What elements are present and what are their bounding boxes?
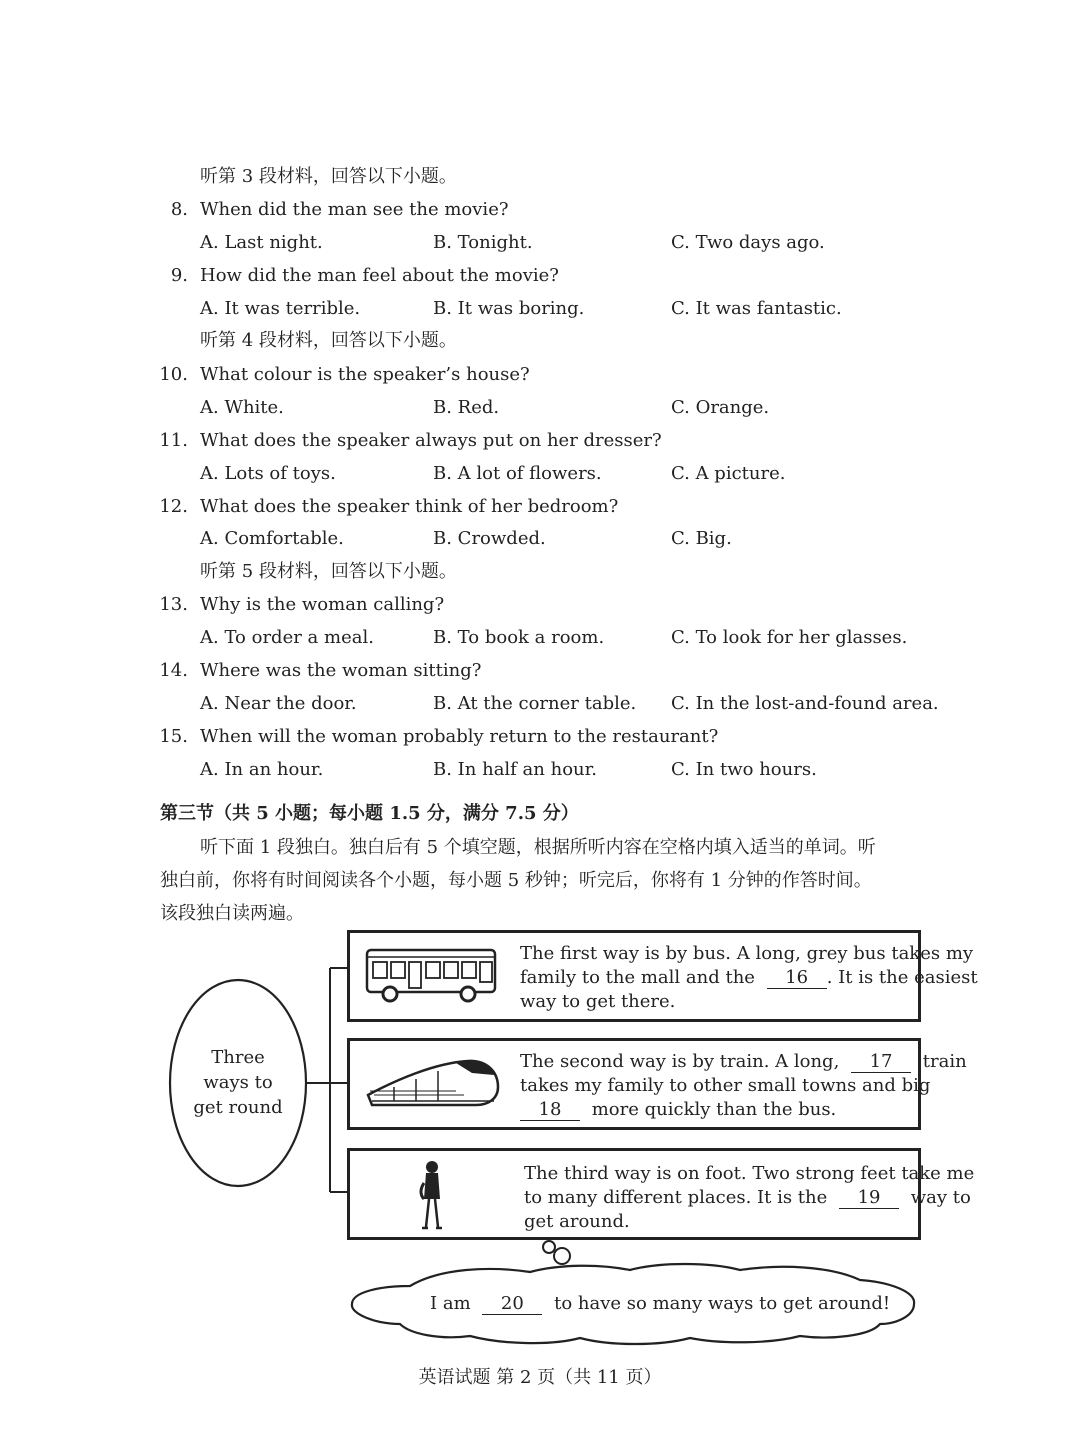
option-b: B. At the corner table. <box>433 693 637 714</box>
option-c: C. In two hours. <box>671 759 817 780</box>
box-text-line: get around. <box>524 1211 630 1232</box>
instruction-line: 该段独白读两遍。 <box>160 903 304 924</box>
question-text: Why is the woman calling? <box>200 594 445 615</box>
blank-20[interactable]: 20 <box>482 1294 542 1315</box>
instruction-line: 听下面 1 段独白。独白后有 5 个填空题，根据所听内容在空格内填入适当的单词。听 <box>200 837 876 858</box>
option-a: A. To order a meal. <box>200 627 374 648</box>
blank-19[interactable]: 19 <box>839 1188 899 1209</box>
question-number: 9. <box>170 265 188 286</box>
question-number: 12. <box>159 496 188 517</box>
passage-4-header: 听第 4 段材料，回答以下小题。 <box>200 330 457 351</box>
option-b: B. It was boring. <box>433 298 585 319</box>
cloud-sentence <box>430 1292 890 1316</box>
center-line: ways to <box>203 1072 273 1093</box>
passage-3-header: 听第 3 段材料，回答以下小题。 <box>200 166 457 187</box>
option-b: B. In half an hour. <box>433 759 597 780</box>
question-text: Where was the woman sitting? <box>200 660 482 681</box>
option-c: C. It was fantastic. <box>671 298 842 319</box>
box-text-line: takes my family to other small towns and big <box>520 1075 931 1096</box>
option-b: B. To book a room. <box>433 627 605 648</box>
box-text-line: The third way is on foot. Two strong feet take me <box>524 1163 975 1184</box>
question-text: When will the woman probably return to the restaurant? <box>200 726 719 747</box>
option-a: A. In an hour. <box>200 759 324 780</box>
text-segment: family to the mall and the <box>520 967 755 988</box>
option-b: B. A lot of flowers. <box>433 463 602 484</box>
question-text: What colour is the speaker’s house? <box>200 364 530 385</box>
option-b: B. Crowded. <box>433 528 546 549</box>
page-footer: 英语试题 第 2 页（共 11 页） <box>418 1367 662 1388</box>
option-b: B. Red. <box>433 397 500 418</box>
question-text: When did the man see the movie? <box>200 199 509 220</box>
passage-5-header: 听第 5 段材料，回答以下小题。 <box>200 561 457 582</box>
train-icon <box>364 1051 500 1117</box>
option-c: C. Two days ago. <box>671 232 825 253</box>
option-a: A. White. <box>200 397 284 418</box>
text-segment: to many different places. It is the <box>524 1187 828 1208</box>
bus-icon <box>364 947 500 1005</box>
instruction-line: 独白前，你将有时间阅读各个小题，每小题 5 秒钟；听完后，你将有 1 分钟的作答时间。 <box>160 870 872 891</box>
option-c: C. In the lost-and-found area. <box>671 693 939 714</box>
train-box <box>347 1038 967 1130</box>
box-text-line: way to get there. <box>520 991 676 1012</box>
text-segment: way to <box>910 1187 971 1208</box>
question-number: 15. <box>159 726 188 747</box>
center-line: get round <box>193 1097 283 1118</box>
center-line: Three <box>211 1047 265 1068</box>
blank-18[interactable]: 18 <box>520 1100 580 1121</box>
question-number: 14. <box>159 660 188 681</box>
option-c: C. Big. <box>671 528 732 549</box>
text-segment: The second way is by train. A long, <box>520 1051 840 1072</box>
walking-box <box>347 1148 975 1240</box>
option-a: A. Last night. <box>200 232 323 253</box>
option-c: C. To look for her glasses. <box>671 627 908 648</box>
box-text-line <box>524 1186 971 1210</box>
question-number: 11. <box>159 430 188 451</box>
text-segment: I am <box>430 1293 471 1314</box>
box-text-line <box>520 1098 836 1122</box>
option-c: C. A picture. <box>671 463 786 484</box>
question-text: What does the speaker always put on her dresser? <box>200 430 662 451</box>
bus-box <box>347 930 978 1022</box>
text-segment: train <box>922 1051 967 1072</box>
walking-person-icon <box>410 1159 450 1235</box>
blank-17[interactable]: 17 <box>851 1052 911 1073</box>
question-number: 10. <box>159 364 188 385</box>
text-segment: to have so many ways to get around! <box>554 1293 891 1314</box>
box-text-line <box>520 1050 967 1074</box>
question-number: 8. <box>170 199 188 220</box>
question-number: 13. <box>159 594 188 615</box>
center-node-label <box>178 1045 298 1120</box>
option-a: A. Near the door. <box>200 693 357 714</box>
option-a: A. Comfortable. <box>200 528 344 549</box>
blank-16[interactable]: 16 <box>767 968 827 989</box>
text-segment: . It is the easiest <box>826 967 978 988</box>
box-text-line <box>520 966 978 990</box>
question-text: How did the man feel about the movie? <box>200 265 559 286</box>
option-a: A. It was terrible. <box>200 298 361 319</box>
option-a: A. Lots of toys. <box>200 463 336 484</box>
section-title: 第三节（共 5 小题；每小题 1.5 分，满分 7.5 分） <box>160 803 579 824</box>
question-text: What does the speaker think of her bedroom? <box>200 496 619 517</box>
option-c: C. Orange. <box>671 397 770 418</box>
text-segment: more quickly than the bus. <box>591 1099 837 1120</box>
option-b: B. Tonight. <box>433 232 533 253</box>
box-text-line: The first way is by bus. A long, grey bus takes my <box>520 943 974 964</box>
